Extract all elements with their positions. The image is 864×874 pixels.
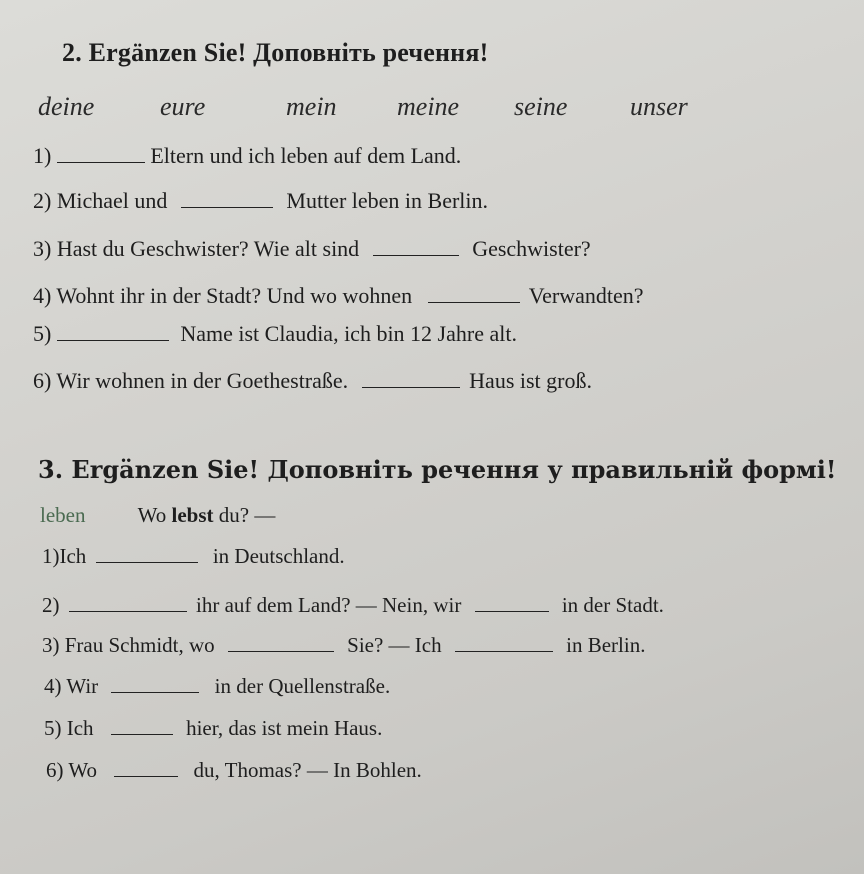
exercise-3-item-1 <box>42 544 345 569</box>
item-text: Name ist Claudia, ich bin 12 Jahre alt. <box>180 321 517 346</box>
answer-blank[interactable] <box>228 650 334 652</box>
exercise-2-item-1 <box>33 143 461 169</box>
item-text: Verwandten? <box>528 283 644 308</box>
answer-blank[interactable] <box>111 691 199 693</box>
answer-blank[interactable] <box>114 775 178 777</box>
item-text: Eltern und ich leben auf dem Land. <box>150 143 462 168</box>
item-number: 1) <box>33 143 52 168</box>
answer-blank[interactable] <box>428 301 520 303</box>
item-text: Mutter leben in Berlin. <box>286 188 489 213</box>
exercise-3-item-6 <box>46 758 422 783</box>
answer-blank[interactable] <box>373 254 459 256</box>
item-text: 1)Ich <box>42 544 87 568</box>
word-bank-item: mein <box>286 92 337 121</box>
answer-blank[interactable] <box>362 386 460 388</box>
item-text: 6) Wir wohnen in der Goethestraße. <box>33 368 349 393</box>
item-text: in der Quellenstraße. <box>214 674 391 698</box>
answer-blank[interactable] <box>475 610 549 612</box>
exercise-2-item-3 <box>33 236 591 262</box>
item-text: 4) Wohnt ihr in der Stadt? Und wo wohnen <box>33 283 413 308</box>
item-text: 5) Ich <box>44 716 94 740</box>
item-text: Haus ist groß. <box>469 368 592 393</box>
word-bank-item: eure <box>160 92 206 121</box>
item-text: 3) Hast du Geschwister? Wie alt sind <box>33 236 360 261</box>
item-text: hier, das ist mein Haus. <box>186 716 383 740</box>
example-question-end: du? — <box>218 503 276 527</box>
exercise-2-title: 2. Ergänzen Sie! Доповніть речення! <box>62 38 489 67</box>
item-text: Sie? — Ich <box>347 633 442 657</box>
exercise-2-item-5 <box>33 321 517 347</box>
item-text: in der Stadt. <box>561 593 664 617</box>
word-bank-item: unser <box>630 92 688 121</box>
item-text: Geschwister? <box>472 236 591 261</box>
exercise-3-item-4 <box>44 674 390 699</box>
answer-blank[interactable] <box>181 206 273 208</box>
exercise-3-item-5 <box>44 716 382 741</box>
word-bank-item: seine <box>514 92 568 121</box>
item-text: 3) Frau Schmidt, wo <box>42 633 215 657</box>
answer-blank[interactable] <box>111 733 173 735</box>
example-question-start: Wo <box>137 503 167 527</box>
exercise-3-title: 3. Ergänzen Sie! Доповніть речення у правильній формі! <box>38 455 837 484</box>
answer-blank[interactable] <box>69 610 187 612</box>
exercise-3-item-3 <box>42 633 645 658</box>
item-text: in Deutschland. <box>212 544 345 568</box>
item-number: 5) <box>33 321 52 346</box>
answer-blank[interactable] <box>57 161 145 163</box>
example-answer: lebst <box>171 503 214 527</box>
exercise-3-example <box>40 503 275 528</box>
word-bank-item: deine <box>38 92 95 121</box>
word-bank-item: meine <box>397 92 460 121</box>
item-text: in Berlin. <box>566 633 646 657</box>
exercise-2-item-6 <box>33 368 592 394</box>
answer-blank[interactable] <box>57 339 169 341</box>
exercise-2-item-2 <box>33 188 488 214</box>
answer-blank[interactable] <box>96 561 198 563</box>
item-text: 6) Wo <box>46 758 98 782</box>
item-text: du, Thomas? — In Bohlen. <box>193 758 422 782</box>
answer-blank[interactable] <box>455 650 553 652</box>
item-text: ihr auf dem Land? — Nein, wir <box>196 593 462 617</box>
item-text: 2) Michael und <box>33 188 168 213</box>
item-number: 2) <box>42 593 60 617</box>
example-verb: leben <box>40 503 86 527</box>
exercise-2-item-4 <box>33 283 644 309</box>
exercise-3-item-2 <box>42 593 664 618</box>
item-text: 4) Wir <box>44 674 99 698</box>
